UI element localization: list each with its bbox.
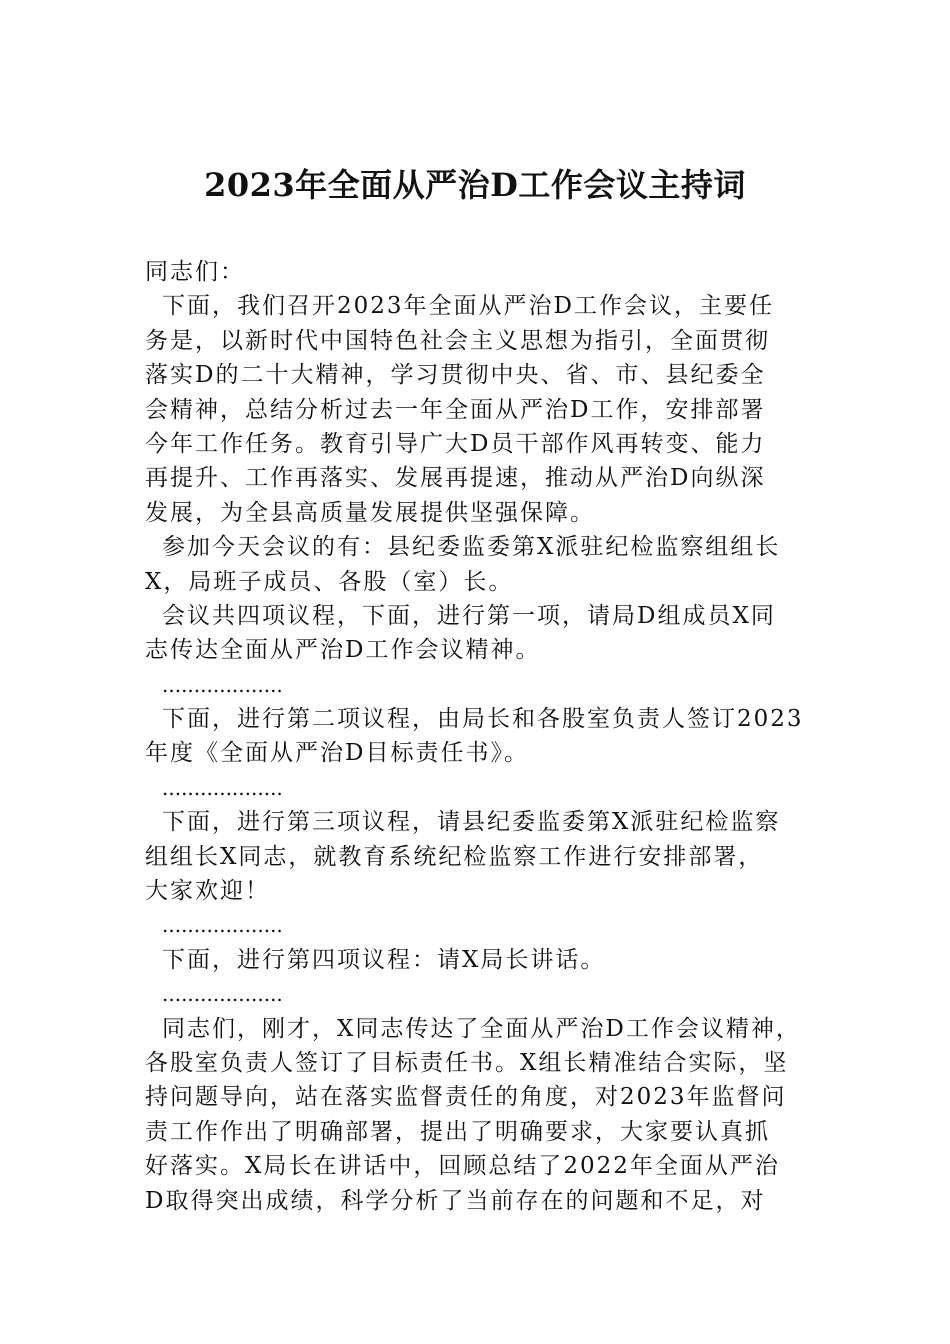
ellipsis-separator: ...................: [162, 982, 283, 1007]
ellipsis-separator: ...................: [162, 913, 283, 938]
body-line: X，局班子成员、各股（室）长。: [145, 568, 514, 595]
body-line: 下面，进行第四项议程：请X局长讲话。: [162, 946, 606, 973]
body-line: 下面，我们召开2023年全面从严治D工作会议，主要任: [162, 293, 774, 320]
document-title: 2023年全面从严治D工作会议主持词: [204, 166, 746, 204]
body-line: 组组长X同志，就教育系统纪检监察工作进行安排部署，: [145, 843, 764, 870]
body-line: 会议共四项议程，下面，进行第一项，请局D组成员X同: [162, 602, 776, 629]
body-line: 志传达全面从严治D工作会议精神。: [145, 637, 541, 664]
body-line: 大家欢迎！: [145, 878, 270, 905]
body-line: 今年工作任务。教育引导广大D员干部作风再转变、能力: [145, 430, 766, 457]
body-line: 务是，以新时代中国特色社会主义思想为指引，全面贯彻: [145, 327, 770, 354]
document-body: [145, 255, 815, 1218]
body-line: 发展，为全县高质量发展提供坚强保障。: [145, 499, 595, 526]
body-line: D取得突出成绩，科学分析了当前存在的问题和不足，对: [145, 1187, 766, 1214]
body-line: 再提升、工作再落实、发展再提速，推动从严治D向纵深: [145, 465, 766, 492]
body-line: 落实D的二十大精神，学习贯彻中央、省、市、县纪委全: [145, 362, 766, 389]
ellipsis-separator: ...................: [162, 672, 283, 697]
body-line: 参加今天会议的有：县纪委监委第X派驻纪检监察组组长: [162, 534, 781, 561]
body-line: 下面，进行第二项议程，由局长和各股室负责人签订2023: [162, 706, 804, 733]
salutation: 同志们：: [145, 259, 245, 285]
body-line: 同志们，刚才，X同志传达了全面从严治D工作会议精神，: [162, 1015, 801, 1042]
body-line: 会精神，总结分析过去一年全面从严治D工作，安排部署: [145, 396, 766, 423]
body-line: 年度《全面从严治D目标责任书》。: [145, 740, 529, 767]
body-line: 持问题导向，站在落实监督责任的角度，对2023年监督问: [145, 1084, 787, 1111]
body-line: 下面，进行第三项议程，请县纪委监委第X派驻纪检监察: [162, 809, 781, 836]
body-line: 好落实。X局长在讲话中，回顾总结了2022年全面从严治: [145, 1153, 780, 1180]
body-line: 责工作作出了明确部署，提出了明确要求，大家要认真抓: [145, 1118, 770, 1145]
ellipsis-separator: ...................: [162, 775, 283, 800]
body-line: 各股室负责人签订了目标责任书。X组长精准结合实际，坚: [145, 1049, 789, 1076]
